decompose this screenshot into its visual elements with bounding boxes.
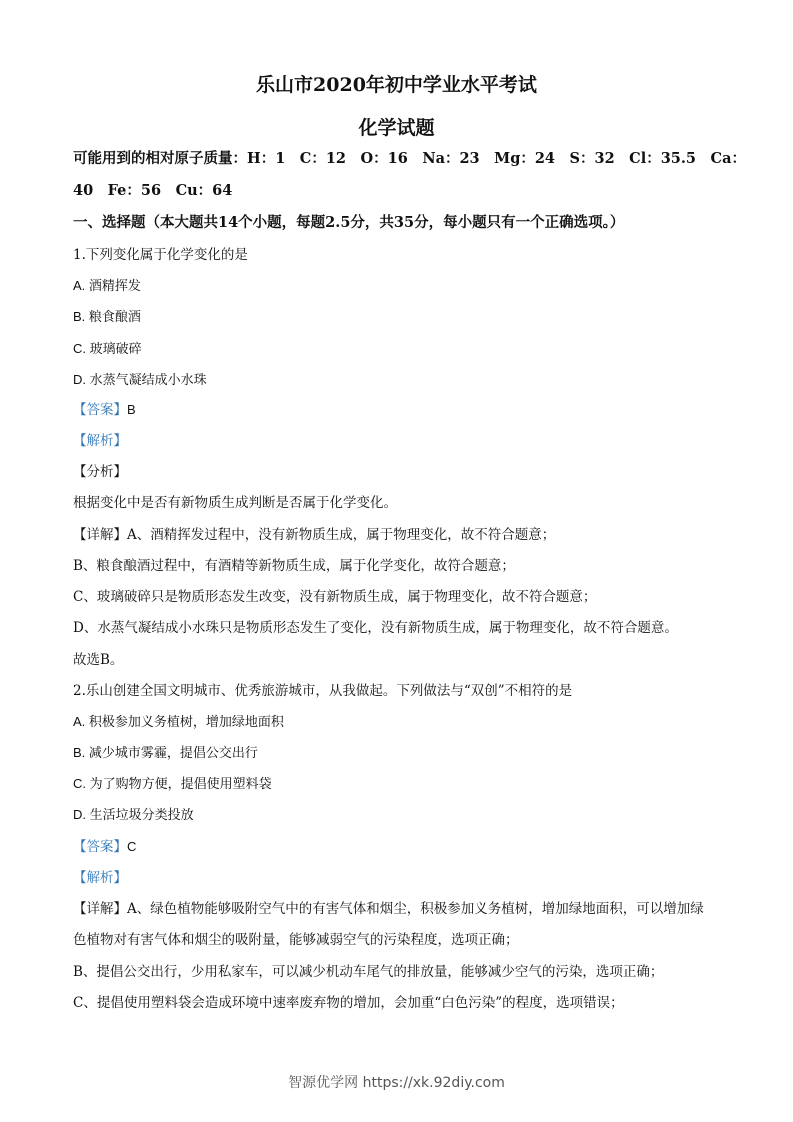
question-2-detail-c: C、提倡使用塑料袋会造成环境中速率废弃物的增加，会加重“白色污染”的程度，选项错误； [73,995,624,1011]
question-1-option-c: C. 玻璃破碎 [73,341,142,356]
page-subtitle: 化学试题 [358,117,435,139]
question-1-option-d: D. 水蒸气凝结成小水珠 [73,372,207,387]
question-1-answer [73,401,723,419]
page-title: 乐山市2020年初中学业水平考试 [256,74,537,96]
answer-value: B [127,402,136,417]
question-2-option-d: D. 生活垃圾分类投放 [73,807,194,822]
question-1-conclusion: 故选B。 [73,652,124,668]
question-1-analysis-tag: 【解析】 [73,433,127,449]
atomic-masses-line-2: 40 Fe：56 Cu：64 [73,182,233,199]
answer-tag: 【答案】 [73,839,127,855]
question-2-option-b: B. 减少城市雾霾，提倡公交出行 [73,745,258,760]
question-2-detail-b: B、提倡公交出行，少用私家车，可以减少机动车尾气的排放量，能够减少空气的污染，选项正确； [73,964,664,980]
question-2-option-c: C. 为了购物方便，提倡使用塑料袋 [73,776,272,791]
footer-watermark: 智源优学网 https://xk.92diy.com [288,1075,505,1091]
question-2-detail-a-line-2: 色植物对有害气体和烟尘的吸附量，能够减弱空气的污染程度，选项正确； [73,932,519,948]
question-1-stem: 1.下列变化属于化学变化的是 [73,247,248,263]
question-2-detail-a-line-1: 【详解】A、绿色植物能够吸附空气中的有害气体和烟尘，积极参加义务植树，增加绿地面积，可以增加绿 [73,901,704,917]
question-1-detail-a: 【详解】A、酒精挥发过程中，没有新物质生成，属于物理变化，故不符合题意； [73,527,556,543]
question-1-fenxi-text: 根据变化中是否有新物质生成判断是否属于化学变化。 [73,495,397,511]
section-heading: 一、选择题（本大题共14个小题，每题2.5分，共35分，每小题只有一个正确选项。） [73,214,625,231]
question-2-stem: 2.乐山创建全国文明城市、优秀旅游城市，从我做起。下列做法与“双创”不相符的是 [73,683,573,699]
question-1-fenxi-tag: 【分析】 [73,464,127,480]
answer-tag: 【答案】 [73,402,127,418]
question-2-option-a: A. 积极参加义务植树，增加绿地面积 [73,714,284,729]
question-1-option-a: A. 酒精挥发 [73,278,141,293]
question-1-detail-d: D、水蒸气凝结成小水珠只是物质形态发生了变化，没有新物质生成，属于物理变化，故不符合题意。 [73,620,678,636]
question-2-analysis-tag: 【解析】 [73,870,127,886]
question-2-answer [73,838,723,856]
question-1-detail-c: C、玻璃破碎只是物质形态发生改变，没有新物质生成，属于物理变化，故不符合题意； [73,589,597,605]
question-1-detail-b: B、粮食酿酒过程中，有酒精等新物质生成，属于化学变化，故符合题意； [73,558,515,574]
question-1-option-b: B. 粮食酿酒 [73,309,141,324]
answer-value: C [127,839,137,854]
atomic-masses-line-1: 可能用到的相对原子质量：H：1 C：12 O：16 Na：23 Mg：24 S：32 Cl：35.5 Ca： [73,150,746,167]
